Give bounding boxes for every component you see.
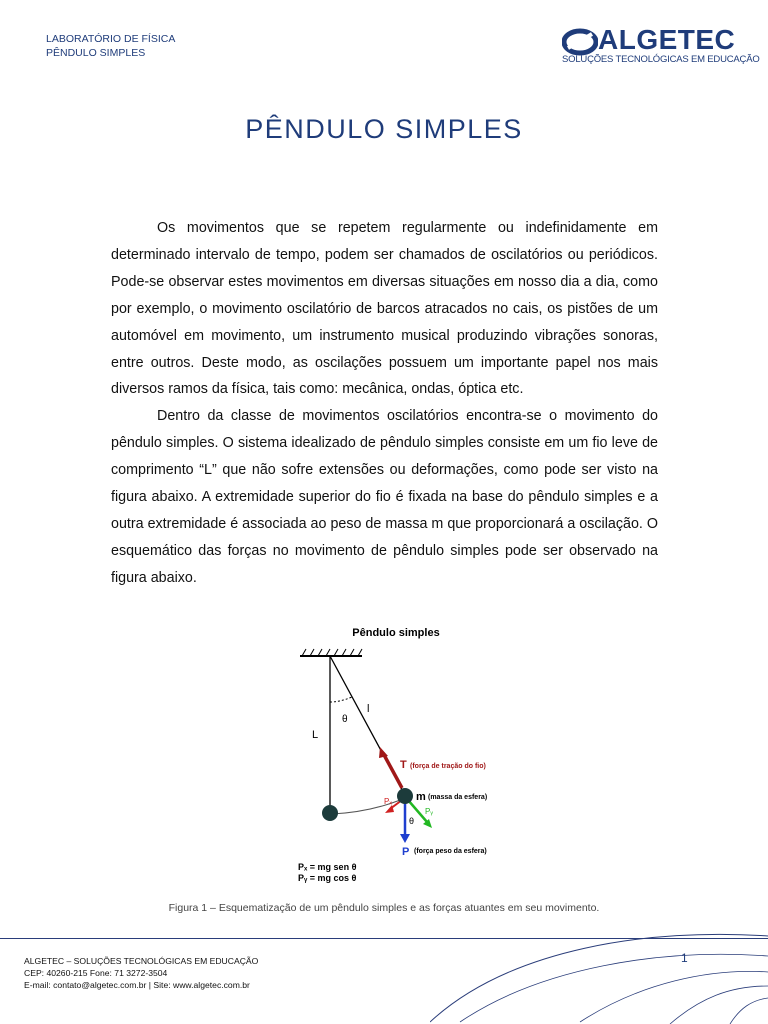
footer-web: E-mail: contato@algetec.com.br | Site: www.algetec.com.br bbox=[24, 980, 250, 990]
footer-contact: CEP: 40260-215 Fone: 71 3272-3504 bbox=[24, 968, 168, 978]
support-hatching bbox=[302, 649, 362, 656]
figure-caption: Figura 1 – Esquematização de um pêndulo simples e as forças atuantes em seu movimento. bbox=[168, 902, 600, 914]
rest-bob bbox=[322, 805, 338, 821]
paragraph-1: Os movimentos que se repetem regularmente ou indefinidamente em determinado intervalo de tempo, podem ser chamados de oscilatórios ou periódicos. Pode-se observar estes movimentos em diversas situações em nosso dia a dia, como por exemplo, o movimento oscilatório de barcos atracados no cais, os pistões de um automóvel em movimento, um instrumento musical produzindo vibrações sonoras, entre outros. Deste modo, as oscilações possuem um importante papel nos mais diversos ramos da física, tais como: mecânica, ondas, óptica etc. bbox=[111, 220, 658, 398]
footer-company: ALGETEC – SOLUÇÕES TECNOLÓGICAS EM EDUCAÇÃO bbox=[24, 956, 259, 966]
figure-title: Pêndulo simples bbox=[352, 627, 440, 639]
header-topic: PÊNDULO SIMPLES bbox=[46, 46, 146, 59]
paragraph-2: Dentro da classe de movimentos oscilatórios encontra-se o movimento do pêndulo simples. O sistema idealizado de pêndulo simples consiste em um fio leve de comprimento “L” que não sofre extensões ou deformações, como pode ser visto na figura abaixo. A extremidade superior do fio é fixada na base do pêndulo simples e a outra extremidade é associada ao peso de massa m que proporcionará a oscilação. O esquemático das forças no movimento de pêndulo simples pode ser observado na figura abaixo. bbox=[111, 408, 658, 586]
algetec-swirl-icon bbox=[562, 28, 598, 56]
page-number: 1 bbox=[681, 951, 688, 965]
label-P-desc: (força peso da esfera) bbox=[414, 848, 487, 855]
label-T-desc: (força de tração do fio) bbox=[410, 763, 486, 770]
footer-swoosh-decoration bbox=[430, 928, 768, 1024]
label-theta-top: θ bbox=[342, 714, 348, 725]
document-header bbox=[46, 33, 175, 60]
equation-py: Pᵧ = mg cos θ bbox=[298, 873, 357, 883]
label-m: m bbox=[416, 791, 426, 803]
angle-arc bbox=[330, 697, 352, 702]
label-Py: Pᵧ bbox=[425, 807, 433, 816]
label-theta-bottom: θ bbox=[409, 816, 415, 826]
header-course: LABORATÓRIO DE FÍSICA bbox=[46, 33, 176, 45]
logo-tagline: SOLUÇÕES TECNOLÓGICAS EM EDUCAÇÃO bbox=[562, 54, 760, 65]
logo-text: ALGETEC bbox=[598, 24, 736, 55]
label-Px: Pₓ bbox=[384, 797, 392, 806]
body-text bbox=[111, 215, 658, 592]
label-T: T bbox=[400, 759, 407, 771]
algetec-logo bbox=[560, 24, 760, 68]
label-L: L bbox=[312, 729, 319, 741]
label-P: P bbox=[402, 846, 410, 858]
label-l: l bbox=[367, 703, 370, 715]
equation-px: Pₓ = mg sen θ bbox=[298, 862, 357, 872]
label-m-desc: (massa da esfera) bbox=[428, 794, 488, 801]
weight-arrowhead bbox=[400, 834, 410, 843]
displaced-bob bbox=[397, 788, 413, 804]
page-title: PÊNDULO SIMPLES bbox=[245, 114, 523, 144]
pendulum-figure bbox=[292, 622, 522, 890]
document-footer bbox=[24, 955, 258, 991]
